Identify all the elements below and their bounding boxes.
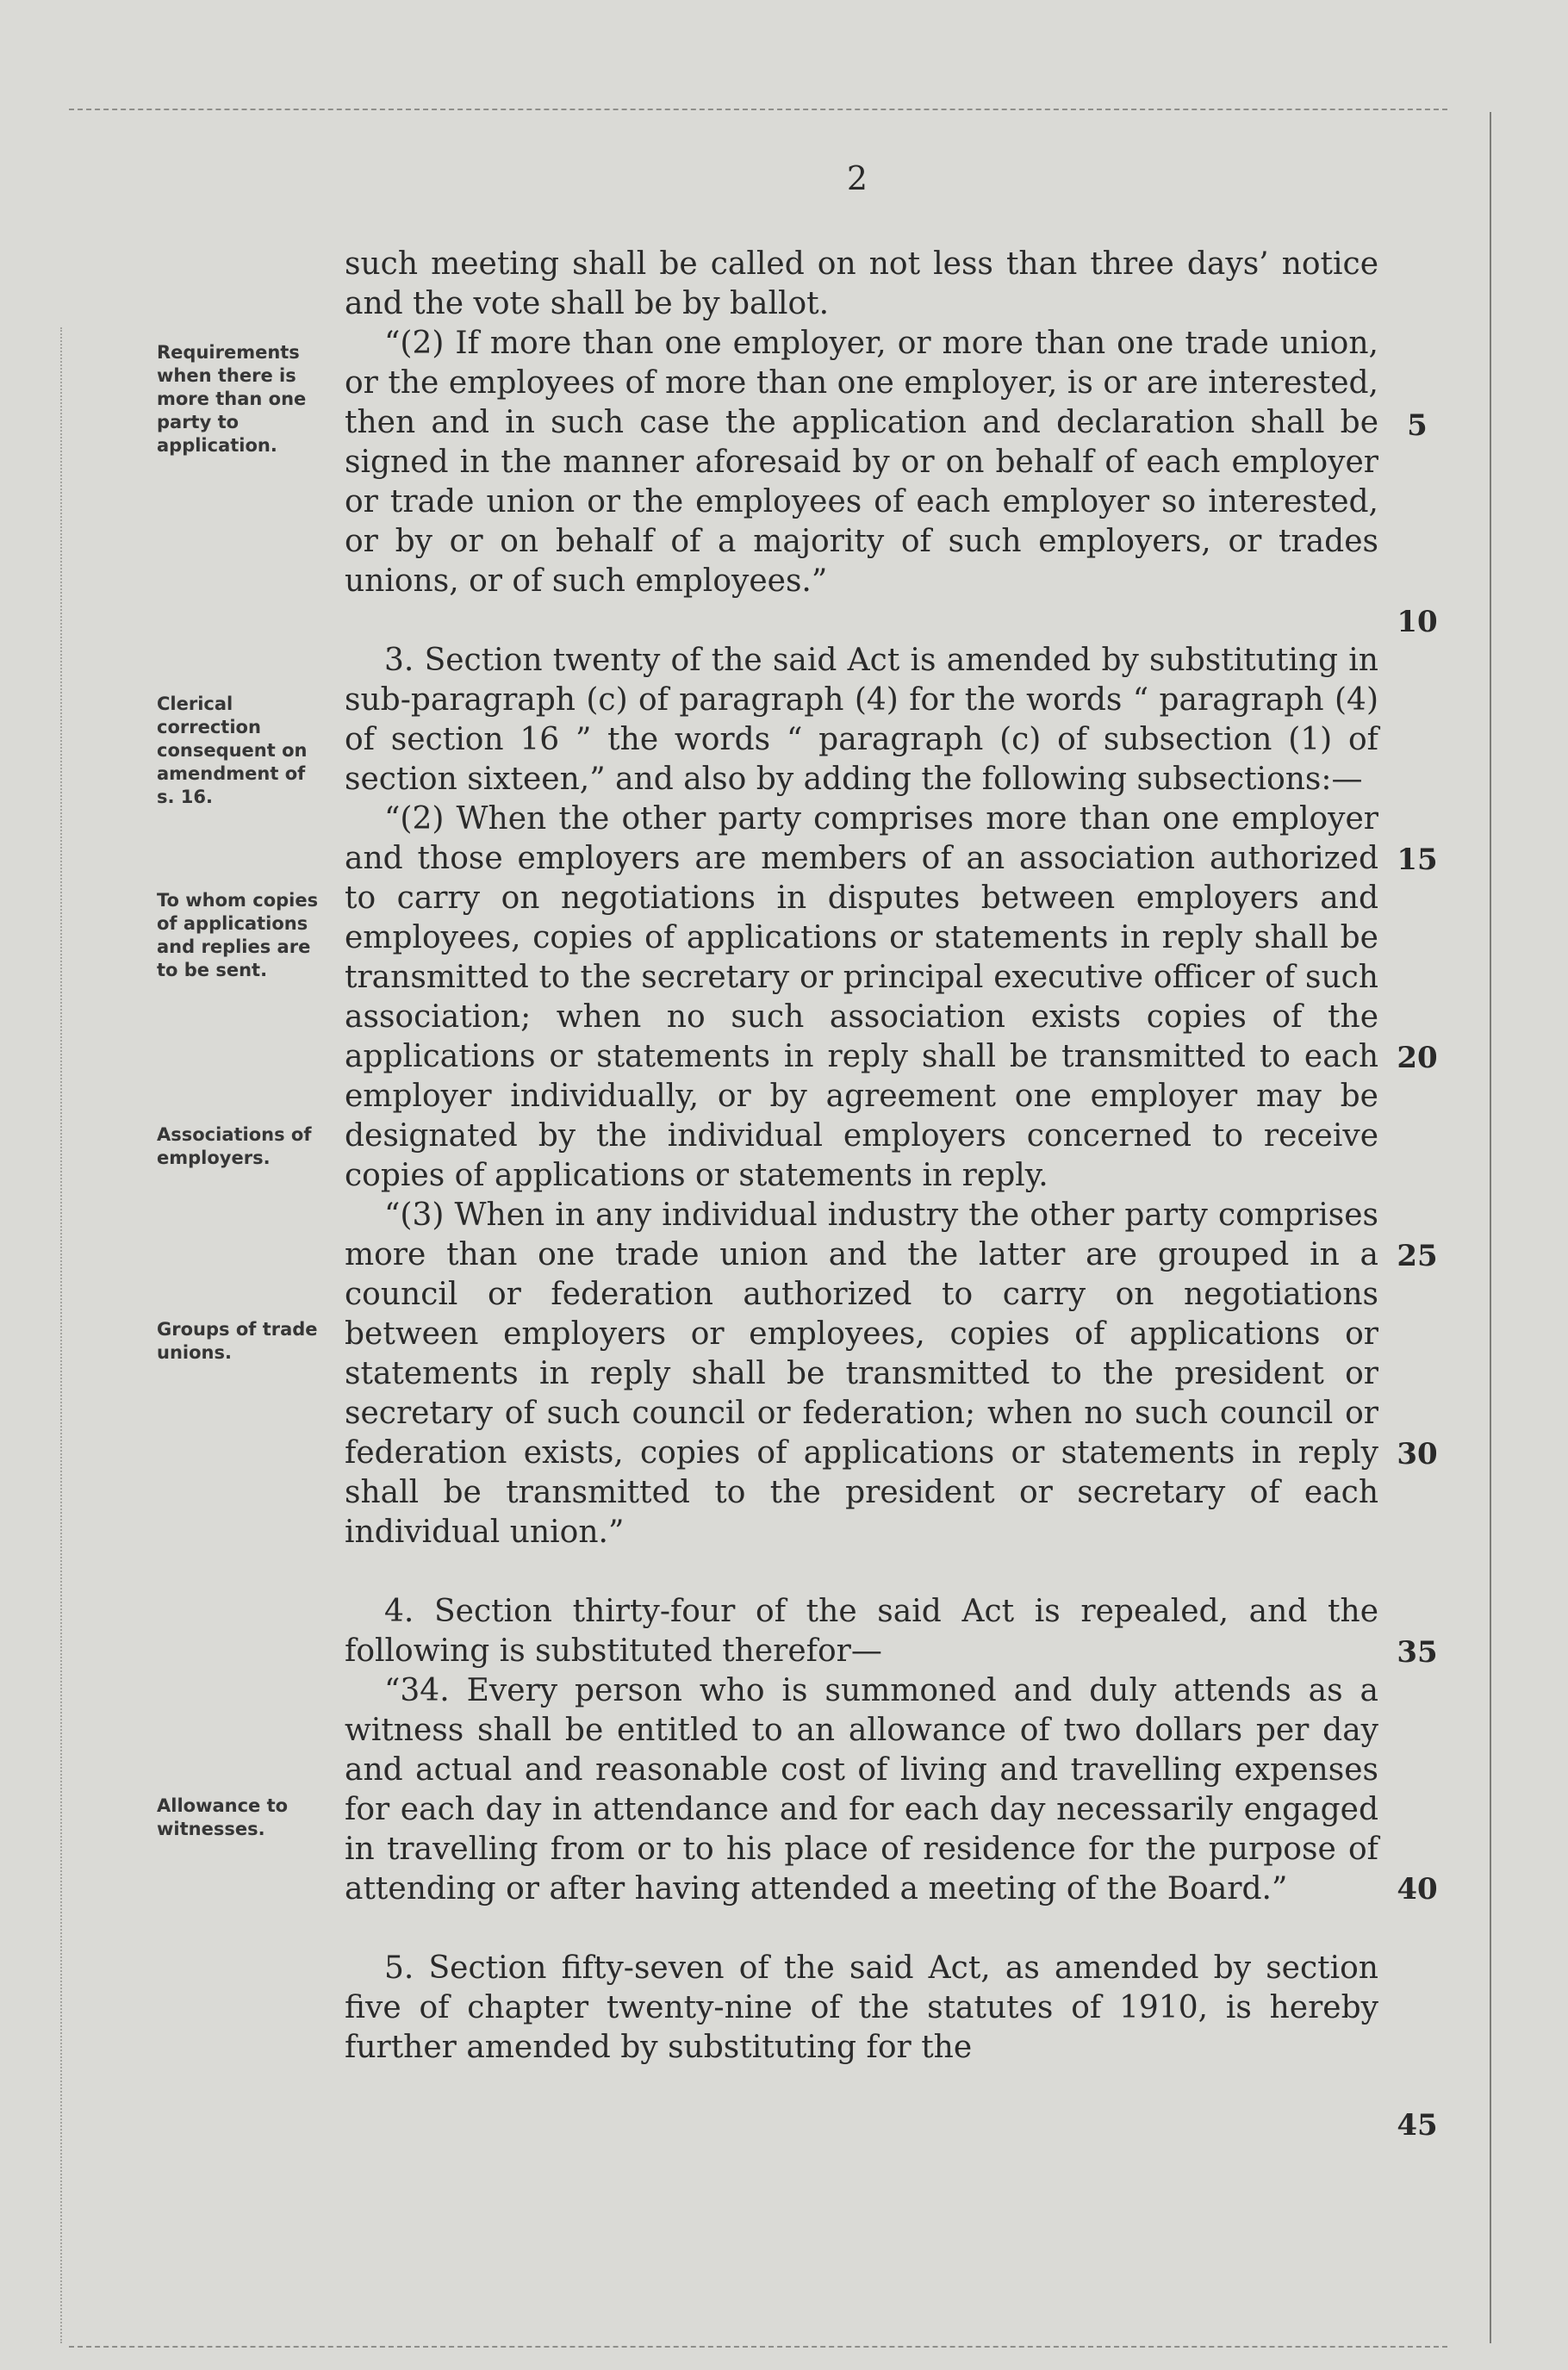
line-number-35: 35 [1397,1635,1438,1670]
paragraph-meeting-ballot: such meeting shall be called on not less than three days’ notice and the vote shall be by ballot. [345,246,1378,321]
paragraph-section-4: 4. Section thirty-four of the said Act is repealed, and the following is substituted therefor— [345,1594,1378,1669]
line-number-5: 5 [1407,408,1428,443]
paragraph-section-34-witnesses: “34. Every person who is summoned and duly attends as a witness shall be entitled to an allowance of two dollars per day and actual and reasonable cost of living and travelling expenses for each day in attendance and for each day necessarily engaged in travelling from or to his place of residence for the purpose of attending or after having attended a meeting of the Board.” [345,1673,1378,1907]
paragraph-subsection-2-employers: “(2) When the other party comprises more than one employer and those employers are members of an association authorized to carry on negotiations in disputes between employers and employees, copies of applications or statements in reply shall be transmitted to the secretary or principal executive officer of such association; when no such association exists copies of the applications or statements in reply shall be transmitted to each employer individually, or by agreement one employer may be designated by the individual employers concerned to receive copies of applications or statements in reply. [345,801,1378,1193]
margin-note-clerical-correction: Clerical correction consequent on amendment of s. 16. [157,694,308,807]
paragraph-subsection-2-parties: “(2) If more than one employer, or more than one trade union, or the employees of more than one employer, is or are interested, then and in such case the application and declaration shall be signed in the manner aforesaid by or on behalf of each employer or trade union or the employees of each employer so interested, or by or on behalf of a majority of such employers, or trades unions, or of such employees.” [345,326,1378,599]
paragraph-subsection-3-unions: “(3) When in any individual industry the other party comprises more than one trade union and the latter are grouped in a council or federation authorized to carry on negotiations between employers or employees, copies of applications or statements in reply shall be transmitted to the president or secretary of such council or federation; when no such council or federation exists, copies of applications or statements in reply shall be transmitted to the president or secretary of each individual union.” [345,1197,1378,1550]
line-number-45: 45 [1397,2108,1438,2143]
line-number-30: 30 [1397,1437,1438,1471]
line-number-10: 10 [1397,605,1438,639]
body-text [345,245,1378,2068]
page-number: 2 [846,159,868,197]
left-margin-rule [60,327,62,2343]
line-number-40: 40 [1397,1872,1438,1907]
line-number-15: 15 [1397,843,1438,877]
line-number-25: 25 [1397,1239,1438,1273]
margin-note-trade-unions: Groups of trade unions. [157,1319,318,1363]
line-number-20: 20 [1397,1041,1438,1075]
paragraph-section-3: 3. Section twenty of the said Act is amended by substituting in sub-paragraph (c) of paragraph (4) for the words “ paragraph (4) of section 16 ” the words “ paragraph (c) of subsection (1) of section sixteen,” and also by adding the following subsections:— [345,643,1378,797]
margin-note-copies-sent: To whom copies of applications and replies are to be sent. [157,890,319,980]
top-dashed-border [69,109,1447,110]
right-margin-rule [1490,112,1491,2343]
margin-note-witnesses: Allowance to witnesses. [157,1795,289,1839]
bottom-dashed-border [69,2346,1447,2348]
paragraph-section-5: 5. Section fifty-seven of the said Act, as amended by section five of chapter twenty-nine of the statutes of 1910, is hereby further amended by substituting for the [345,1950,1378,2065]
margin-note-requirements: Requirements when there is more than one party to application. [157,342,307,456]
margin-note-associations: Associations of employers. [157,1124,312,1168]
